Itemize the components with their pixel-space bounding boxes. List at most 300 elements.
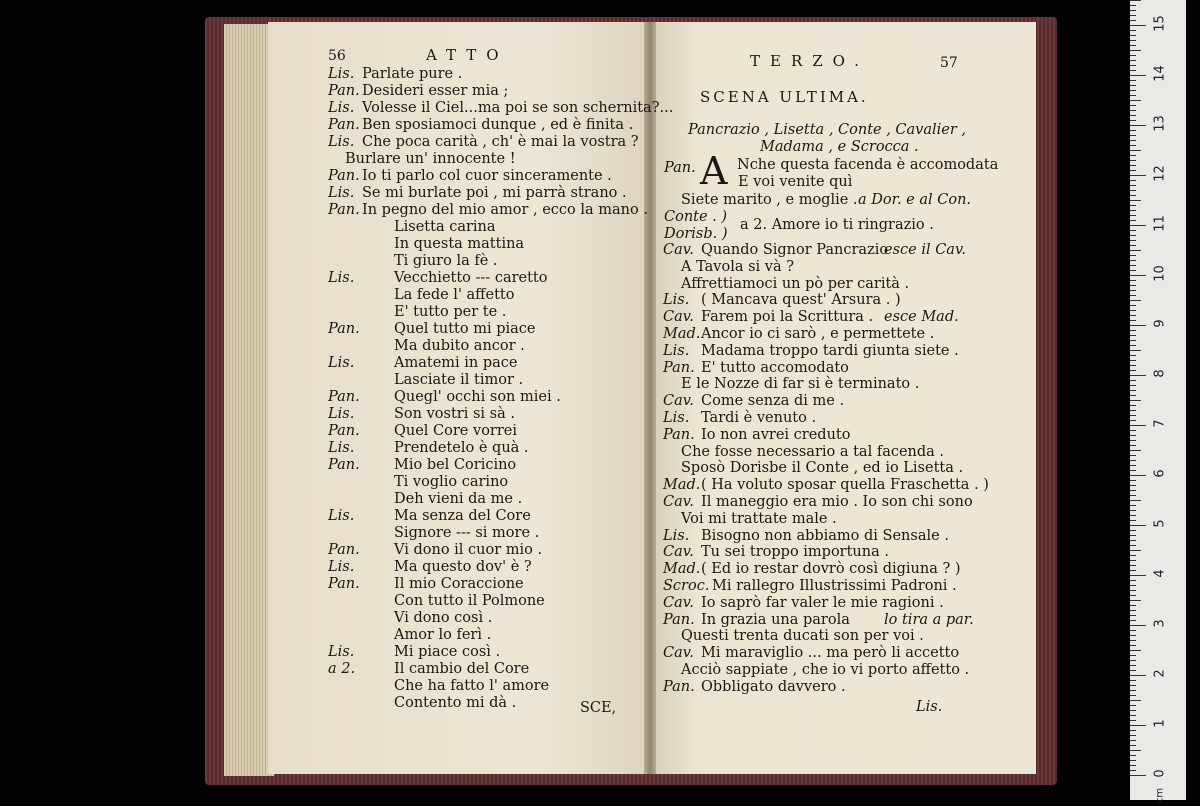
speaker-label: Pan.: [663, 678, 695, 695]
right-page-header: TERZO.: [750, 52, 869, 70]
ruler-tick: [1130, 420, 1136, 421]
ruler-tick: [1130, 585, 1136, 586]
ruler-tick: [1130, 580, 1136, 581]
ruler-tick: [1130, 55, 1136, 56]
ruler-tick: [1130, 705, 1136, 706]
verse-line: Con tutto il Polmone: [394, 593, 545, 609]
speaker-label: Cav.: [663, 242, 694, 258]
ruler-tick: [1130, 245, 1136, 246]
ruler-tick: [1130, 730, 1136, 731]
ruler-tick: [1130, 720, 1136, 721]
book-gutter: [644, 22, 656, 774]
ruler-tick: [1130, 695, 1136, 696]
ruler-tick: [1130, 335, 1136, 336]
ruler-tick: [1130, 75, 1146, 76]
third-line: Siete marito , e moglie .: [681, 192, 858, 208]
ruler-tick: [1130, 110, 1136, 111]
speaker-label: Pan.: [328, 117, 360, 133]
ruler-number: 11: [1152, 215, 1168, 232]
speaker-label: Lis.: [328, 185, 355, 201]
ruler-tick: [1130, 25, 1146, 26]
ruler-tick: [1130, 395, 1136, 396]
verse-line: Vecchietto --- caretto: [394, 270, 548, 286]
ruler-tick: [1130, 340, 1136, 341]
speaker-label: Lis.: [328, 134, 355, 150]
ruler-tick: [1130, 665, 1136, 666]
ruler-tick: [1130, 435, 1136, 436]
verse-line: Lisetta carina: [394, 219, 496, 235]
ruler-tick: [1130, 240, 1136, 241]
ruler-tick: [1130, 460, 1136, 461]
ruler-tick: [1130, 370, 1136, 371]
dialogue-line: Quando Signor Pancrazio: [701, 242, 889, 258]
speaker-label: Lis.: [663, 292, 690, 309]
ruler-tick: [1130, 85, 1136, 86]
dialogue-line: Tardi è venuto .: [701, 410, 817, 426]
ruler-tick: [1130, 685, 1136, 686]
ruler-tick: [1130, 600, 1141, 601]
dialogue-line: Io non avrei creduto: [701, 426, 851, 443]
left-page-header: ATTO: [426, 46, 509, 64]
ruler-tick: [1130, 125, 1146, 126]
ruler-tick: [1130, 345, 1136, 346]
dialogue-line: Mi maraviglio ... ma però li accetto: [701, 645, 960, 662]
ruler-tick: [1130, 10, 1136, 11]
first-speaker: Pan.: [664, 160, 696, 176]
ruler-tick: [1130, 565, 1136, 566]
verse-line: Vi dono così .: [394, 610, 493, 626]
ruler-tick: [1130, 630, 1136, 631]
left-catchword: SCE,: [580, 700, 617, 716]
ruler-tick: [1130, 560, 1136, 561]
verse-line: Il mio Coraccione: [394, 576, 524, 592]
ruler-tick: [1130, 95, 1136, 96]
ruler-tick: [1130, 295, 1136, 296]
verse-line: Quel tutto mi piace: [394, 321, 536, 337]
speaker-label: Lis.: [328, 355, 355, 371]
third-line-stage: a Dor. e al Con.: [858, 192, 972, 208]
ruler-tick: [1130, 775, 1146, 776]
ruler-tick: [1130, 90, 1136, 91]
ruler-tick: [1130, 225, 1146, 226]
dialogue-line: Burlare un' innocente !: [345, 151, 516, 167]
verse-line: E' tutto per te .: [394, 304, 507, 320]
ruler-tick: [1130, 410, 1136, 411]
speaker-label: Lis.: [663, 342, 690, 359]
ruler-tick: [1130, 425, 1146, 426]
ruler-tick: [1130, 40, 1136, 41]
ruler-tick: [1130, 285, 1136, 286]
ruler-tick: [1130, 480, 1136, 481]
measuring-ruler: [1130, 0, 1186, 804]
speaker-label: Scroc.: [663, 578, 710, 594]
ruler-tick: [1130, 440, 1136, 441]
ruler-tick: [1130, 595, 1136, 596]
ruler-tick: [1130, 350, 1141, 351]
speaker-label: Lis.: [328, 440, 355, 456]
ruler-tick: [1130, 710, 1136, 711]
speaker-label: Pan.: [328, 542, 360, 558]
speaker-label: Pan.: [328, 83, 360, 99]
ruler-tick: [1130, 355, 1136, 356]
ruler-number: 7: [1152, 419, 1168, 428]
verse-line: Contento mi dà .: [394, 695, 517, 711]
ruler-tick: [1130, 490, 1136, 491]
ruler-number: 12: [1152, 165, 1168, 182]
ruler-tick: [1130, 300, 1141, 301]
ruler-tick: [1130, 675, 1146, 676]
ruler-tick: [1130, 590, 1136, 591]
ruler-tick: [1130, 260, 1136, 261]
ruler-tick: [1130, 475, 1146, 476]
speaker-label: Cav.: [663, 494, 694, 510]
ruler-tick: [1130, 180, 1136, 181]
speaker-label: Lis.: [328, 270, 355, 286]
ruler-tick: [1130, 515, 1136, 516]
speaker-label: Lis.: [328, 644, 355, 660]
verse-line: Deh vieni da me .: [394, 491, 523, 507]
speaker-label: Pan.: [328, 457, 360, 473]
ruler-tick: [1130, 50, 1141, 51]
ruler-tick: [1130, 525, 1146, 526]
dialogue-line: Acciò sappiate , che io vi porto affetto .: [681, 662, 970, 678]
ruler-number: 1: [1152, 719, 1168, 728]
ruler-number: 0: [1152, 769, 1168, 778]
ruler-tick: [1130, 305, 1136, 306]
ruler-tick: [1130, 625, 1146, 626]
ruler-tick: [1130, 65, 1136, 66]
speaker-label: Lis.: [663, 527, 690, 544]
ruler-tick: [1130, 5, 1136, 6]
ruler-tick: [1130, 390, 1136, 391]
speaker-label: Mad.: [663, 477, 701, 494]
ruler-tick: [1130, 415, 1136, 416]
ruler-tick: [1130, 660, 1136, 661]
ruler-tick: [1130, 765, 1136, 766]
ruler-tick: [1130, 220, 1136, 221]
ruler-tick: [1130, 130, 1136, 131]
speaker-label: Lis.: [328, 66, 355, 82]
ruler-tick: [1130, 235, 1136, 236]
scene-title: SCENA ULTIMA.: [700, 88, 869, 106]
dialogue-line: Bisogno non abbiamo di Sensale .: [701, 527, 949, 544]
ruler-tick: [1130, 405, 1136, 406]
ruler-tick: [1130, 745, 1136, 746]
ruler-tick: [1130, 0, 1141, 1]
a2-conte: Conte . ): [664, 209, 728, 225]
dialogue-line: Farem poi la Scrittura .: [701, 309, 874, 326]
dialogue-line: Ancor io ci sarò , e permettete .: [701, 326, 935, 342]
characters-line-1: Pancrazio , Lisetta , Conte , Cavalier ,: [688, 122, 967, 138]
ruler-tick: [1130, 155, 1136, 156]
ruler-tick: [1130, 290, 1136, 291]
verse-line: Lasciate il timor .: [394, 372, 524, 388]
speaker-label: a 2.: [328, 661, 356, 677]
speaker-label: Lis.: [328, 559, 355, 575]
ruler-tick: [1130, 385, 1136, 386]
dialogue-line: ( Mancava quest' Arsura . ): [701, 292, 901, 309]
stage-direction: esce Mad.: [884, 309, 959, 326]
ruler-unit: cm: [1154, 787, 1166, 804]
ruler-tick: [1130, 715, 1136, 716]
verse-line: Mio bel Coricino: [394, 457, 517, 473]
dialogue-line: Sposò Dorisbe il Conte , ed io Lisetta .: [681, 460, 964, 477]
ruler-tick: [1130, 530, 1136, 531]
ruler-tick: [1130, 650, 1141, 651]
ruler-tick: [1130, 520, 1136, 521]
speaker-label: Pan.: [328, 168, 360, 184]
ruler-tick: [1130, 170, 1136, 171]
ruler-tick: [1130, 375, 1146, 376]
ruler-tick: [1130, 45, 1136, 46]
ruler-tick: [1130, 430, 1136, 431]
dialogue-line: Desideri esser mia ;: [362, 83, 509, 99]
ruler-tick: [1130, 450, 1141, 451]
ruler-tick: [1130, 680, 1136, 681]
ruler-number: 5: [1152, 519, 1168, 528]
ruler-tick: [1130, 540, 1136, 541]
ruler-tick: [1130, 15, 1136, 16]
verse-line: Ma dubito ancor .: [394, 338, 525, 354]
speaker-label: Cav.: [663, 393, 694, 410]
ruler-tick: [1130, 120, 1136, 121]
ruler-tick: [1130, 265, 1136, 266]
ruler-tick: [1130, 615, 1136, 616]
ruler-tick: [1130, 500, 1141, 501]
verse-line: Quel Core vorrei: [394, 423, 518, 439]
ruler-tick: [1130, 80, 1136, 81]
ruler-tick: [1130, 445, 1136, 446]
ruler-number: 13: [1152, 115, 1168, 132]
ruler-tick: [1130, 645, 1136, 646]
dialogue-line: Come senza di me .: [701, 393, 845, 410]
ruler-tick: [1130, 635, 1136, 636]
speaker-label: Pan.: [328, 576, 360, 592]
ruler-tick: [1130, 200, 1141, 201]
ruler-tick: [1130, 210, 1136, 211]
ruler-tick: [1130, 575, 1146, 576]
ruler-tick: [1130, 70, 1136, 71]
speaker-label: Cav.: [663, 544, 694, 561]
ruler-tick: [1130, 275, 1146, 276]
dialogue-line: Obbligato davvero .: [701, 678, 846, 695]
verse-line: Son vostri si sà .: [394, 406, 515, 422]
dialogue-line: In pegno del mio amor , ecco la mano .: [362, 202, 648, 218]
ruler-tick: [1130, 545, 1136, 546]
ruler-tick: [1130, 160, 1136, 161]
ruler-tick: [1130, 505, 1136, 506]
dialogue-line: Che poca carità , ch' è mai la vostra ?: [362, 134, 639, 150]
ruler-tick: [1130, 495, 1136, 496]
dialogue-line: E le Nozze di far si è terminato .: [681, 376, 920, 393]
second-line: E voi venite quì: [738, 174, 853, 190]
ruler-tick: [1130, 60, 1136, 61]
dialogue-line: Affrettiamoci un pò per carità .: [681, 275, 910, 292]
ruler-number: 15: [1152, 15, 1168, 32]
verse-line: Ma questo dov' è ?: [394, 559, 532, 575]
characters-line-2: Madama , e Scrocca .: [760, 139, 919, 155]
dialogue-line: Ben sposiamoci dunque , ed è finita .: [362, 117, 634, 133]
ruler-tick: [1130, 760, 1136, 761]
speaker-label: Cav.: [663, 645, 694, 662]
ruler-tick: [1130, 100, 1141, 101]
a2-text: a 2. Amore io ti ringrazio .: [740, 217, 934, 233]
speaker-label: Pan.: [663, 611, 695, 628]
ruler-tick: [1130, 145, 1136, 146]
ruler-tick: [1130, 310, 1136, 311]
ruler-tick: [1130, 255, 1136, 256]
dialogue-line: Volesse il Ciel...ma poi se son schernita?...: [362, 100, 674, 116]
ruler-tick: [1130, 455, 1136, 456]
ruler-tick: [1130, 770, 1136, 771]
speaker-label: Mad.: [663, 561, 701, 578]
ruler-tick: [1130, 725, 1146, 726]
dialogue-line: Io saprò far valer le mie ragioni .: [701, 594, 944, 611]
speaker-label: Pan.: [328, 423, 360, 439]
speaker-label: Mad.: [663, 326, 701, 342]
verse-line: Signore --- si more .: [394, 525, 540, 541]
ruler-tick: [1130, 655, 1136, 656]
speaker-label: Pan.: [663, 426, 695, 443]
ruler-tick: [1130, 740, 1136, 741]
page-edges: [224, 24, 274, 776]
verse-line: Ti giuro la fè .: [394, 253, 498, 269]
speaker-label: Pan.: [663, 359, 695, 376]
dialogue-line: Madama troppo tardi giunta siete .: [701, 342, 959, 359]
ruler-number: 2: [1152, 669, 1168, 678]
right-page-number: 57: [940, 55, 958, 71]
ruler-tick: [1130, 315, 1136, 316]
ruler-tick: [1130, 215, 1136, 216]
speaker-label: Pan.: [328, 389, 360, 405]
ruler-tick: [1130, 175, 1146, 176]
ruler-tick: [1130, 535, 1136, 536]
dialogue-line: Voi mi trattate male .: [681, 510, 837, 527]
ruler-tick: [1130, 400, 1141, 401]
dialogue-line: A Tavola si và ?: [681, 258, 794, 275]
speaker-label: Lis.: [663, 410, 690, 426]
ruler-tick: [1130, 570, 1136, 571]
ruler-tick: [1130, 550, 1141, 551]
ruler-tick: [1130, 510, 1136, 511]
ruler-tick: [1130, 735, 1136, 736]
ruler-tick: [1130, 105, 1136, 106]
ruler-tick: [1130, 640, 1136, 641]
left-page-number: 56: [328, 48, 346, 64]
ruler-tick: [1130, 470, 1136, 471]
ruler-number: 14: [1152, 65, 1168, 82]
ruler-tick: [1130, 150, 1141, 151]
ruler-tick: [1130, 190, 1136, 191]
ruler-tick: [1130, 555, 1136, 556]
ruler-tick: [1130, 280, 1136, 281]
ruler-number: 4: [1152, 569, 1168, 578]
dialogue-line: Il maneggio era mio . Io son chi sono: [701, 494, 973, 510]
speaker-label: Lis.: [328, 508, 355, 524]
ruler-tick: [1130, 620, 1136, 621]
speaker-label: Lis.: [328, 100, 355, 116]
verse-line: Vi dono il cuor mio .: [394, 542, 543, 558]
ruler-tick: [1130, 700, 1141, 701]
speaker-label: Cav.: [663, 594, 694, 611]
ruler-tick: [1130, 750, 1141, 751]
ruler-number: 10: [1152, 265, 1168, 282]
verse-line: In questa mattina: [394, 236, 525, 252]
ruler-number: 9: [1152, 319, 1168, 328]
ruler-tick: [1130, 320, 1136, 321]
ruler-tick: [1130, 165, 1136, 166]
ruler-tick: [1130, 250, 1141, 251]
ruler-tick: [1130, 330, 1136, 331]
first-line: Nche questa facenda è accomodata: [737, 157, 999, 173]
verse-line: Amatemi in pace: [394, 355, 518, 371]
dialogue-line: Io ti parlo col cuor sinceramente .: [362, 168, 612, 184]
ruler-tick: [1130, 610, 1136, 611]
verse-line: Mi piace così .: [394, 644, 501, 660]
speaker-label: Lis.: [328, 406, 355, 422]
ruler-number: 6: [1152, 469, 1168, 478]
ruler-tick: [1130, 185, 1136, 186]
ruler-tick: [1130, 380, 1136, 381]
ruler-tick: [1130, 30, 1136, 31]
ruler-tick: [1130, 115, 1136, 116]
speaker-label: Pan.: [328, 202, 360, 218]
verse-line: Il cambio del Core: [394, 661, 530, 677]
ruler-tick: [1130, 755, 1136, 756]
verse-line: Prendetelo è quà .: [394, 440, 529, 456]
ruler-tick: [1130, 140, 1136, 141]
stage-direction: esce il Cav.: [884, 242, 967, 258]
verse-line: Ti voglio carino: [394, 474, 509, 490]
dialogue-line: Che fosse necessario a tal facenda .: [681, 443, 945, 460]
verse-line: Amor lo ferì .: [394, 627, 492, 643]
ruler-tick: [1130, 360, 1136, 361]
ruler-tick: [1130, 670, 1136, 671]
ruler-tick: [1130, 205, 1136, 206]
drop-cap: A: [700, 149, 728, 193]
ruler-tick: [1130, 690, 1136, 691]
dialogue-line: Se mi burlate poi , mi parrà strano .: [362, 185, 627, 201]
dialogue-line: ( Ha voluto sposar quella Fraschetta . ): [701, 477, 989, 494]
verse-line: Quegl' occhi son miei .: [394, 389, 561, 405]
dialogue-line: Tu sei troppo importuna .: [701, 544, 889, 561]
ruler-tick: [1130, 605, 1136, 606]
ruler-number: 8: [1152, 369, 1168, 378]
a2-dorisb: Dorisb. ): [664, 226, 728, 242]
dialogue-line: ( Ed io restar dovrò così digiuna ? ): [701, 561, 961, 578]
dialogue-line: In grazia una parola: [701, 611, 850, 628]
verse-line: La fede l' affetto: [394, 287, 515, 303]
speaker-label: Cav.: [663, 309, 694, 326]
stage-direction: lo tira a par.: [884, 611, 974, 628]
dialogue-line: E' tutto accomodato: [701, 359, 849, 376]
ruler-tick: [1130, 20, 1136, 21]
right-catchword: Lis.: [916, 699, 943, 715]
ruler-tick: [1130, 270, 1136, 271]
ruler-tick: [1130, 230, 1136, 231]
verse-line: Ma senza del Core: [394, 508, 531, 524]
ruler-tick: [1130, 35, 1136, 36]
dialogue-line: Questi trenta ducati son per voi .: [681, 628, 924, 645]
verse-line: Che ha fatto l' amore: [394, 678, 550, 694]
ruler-number: 3: [1152, 619, 1168, 628]
dialogue-line: Parlate pure .: [362, 66, 463, 82]
dialogue-line: Mi rallegro Illustrissimi Padroni .: [712, 578, 957, 594]
ruler-tick: [1130, 365, 1136, 366]
speaker-label: Pan.: [328, 321, 360, 337]
ruler-tick: [1130, 325, 1146, 326]
ruler-tick: [1130, 465, 1136, 466]
